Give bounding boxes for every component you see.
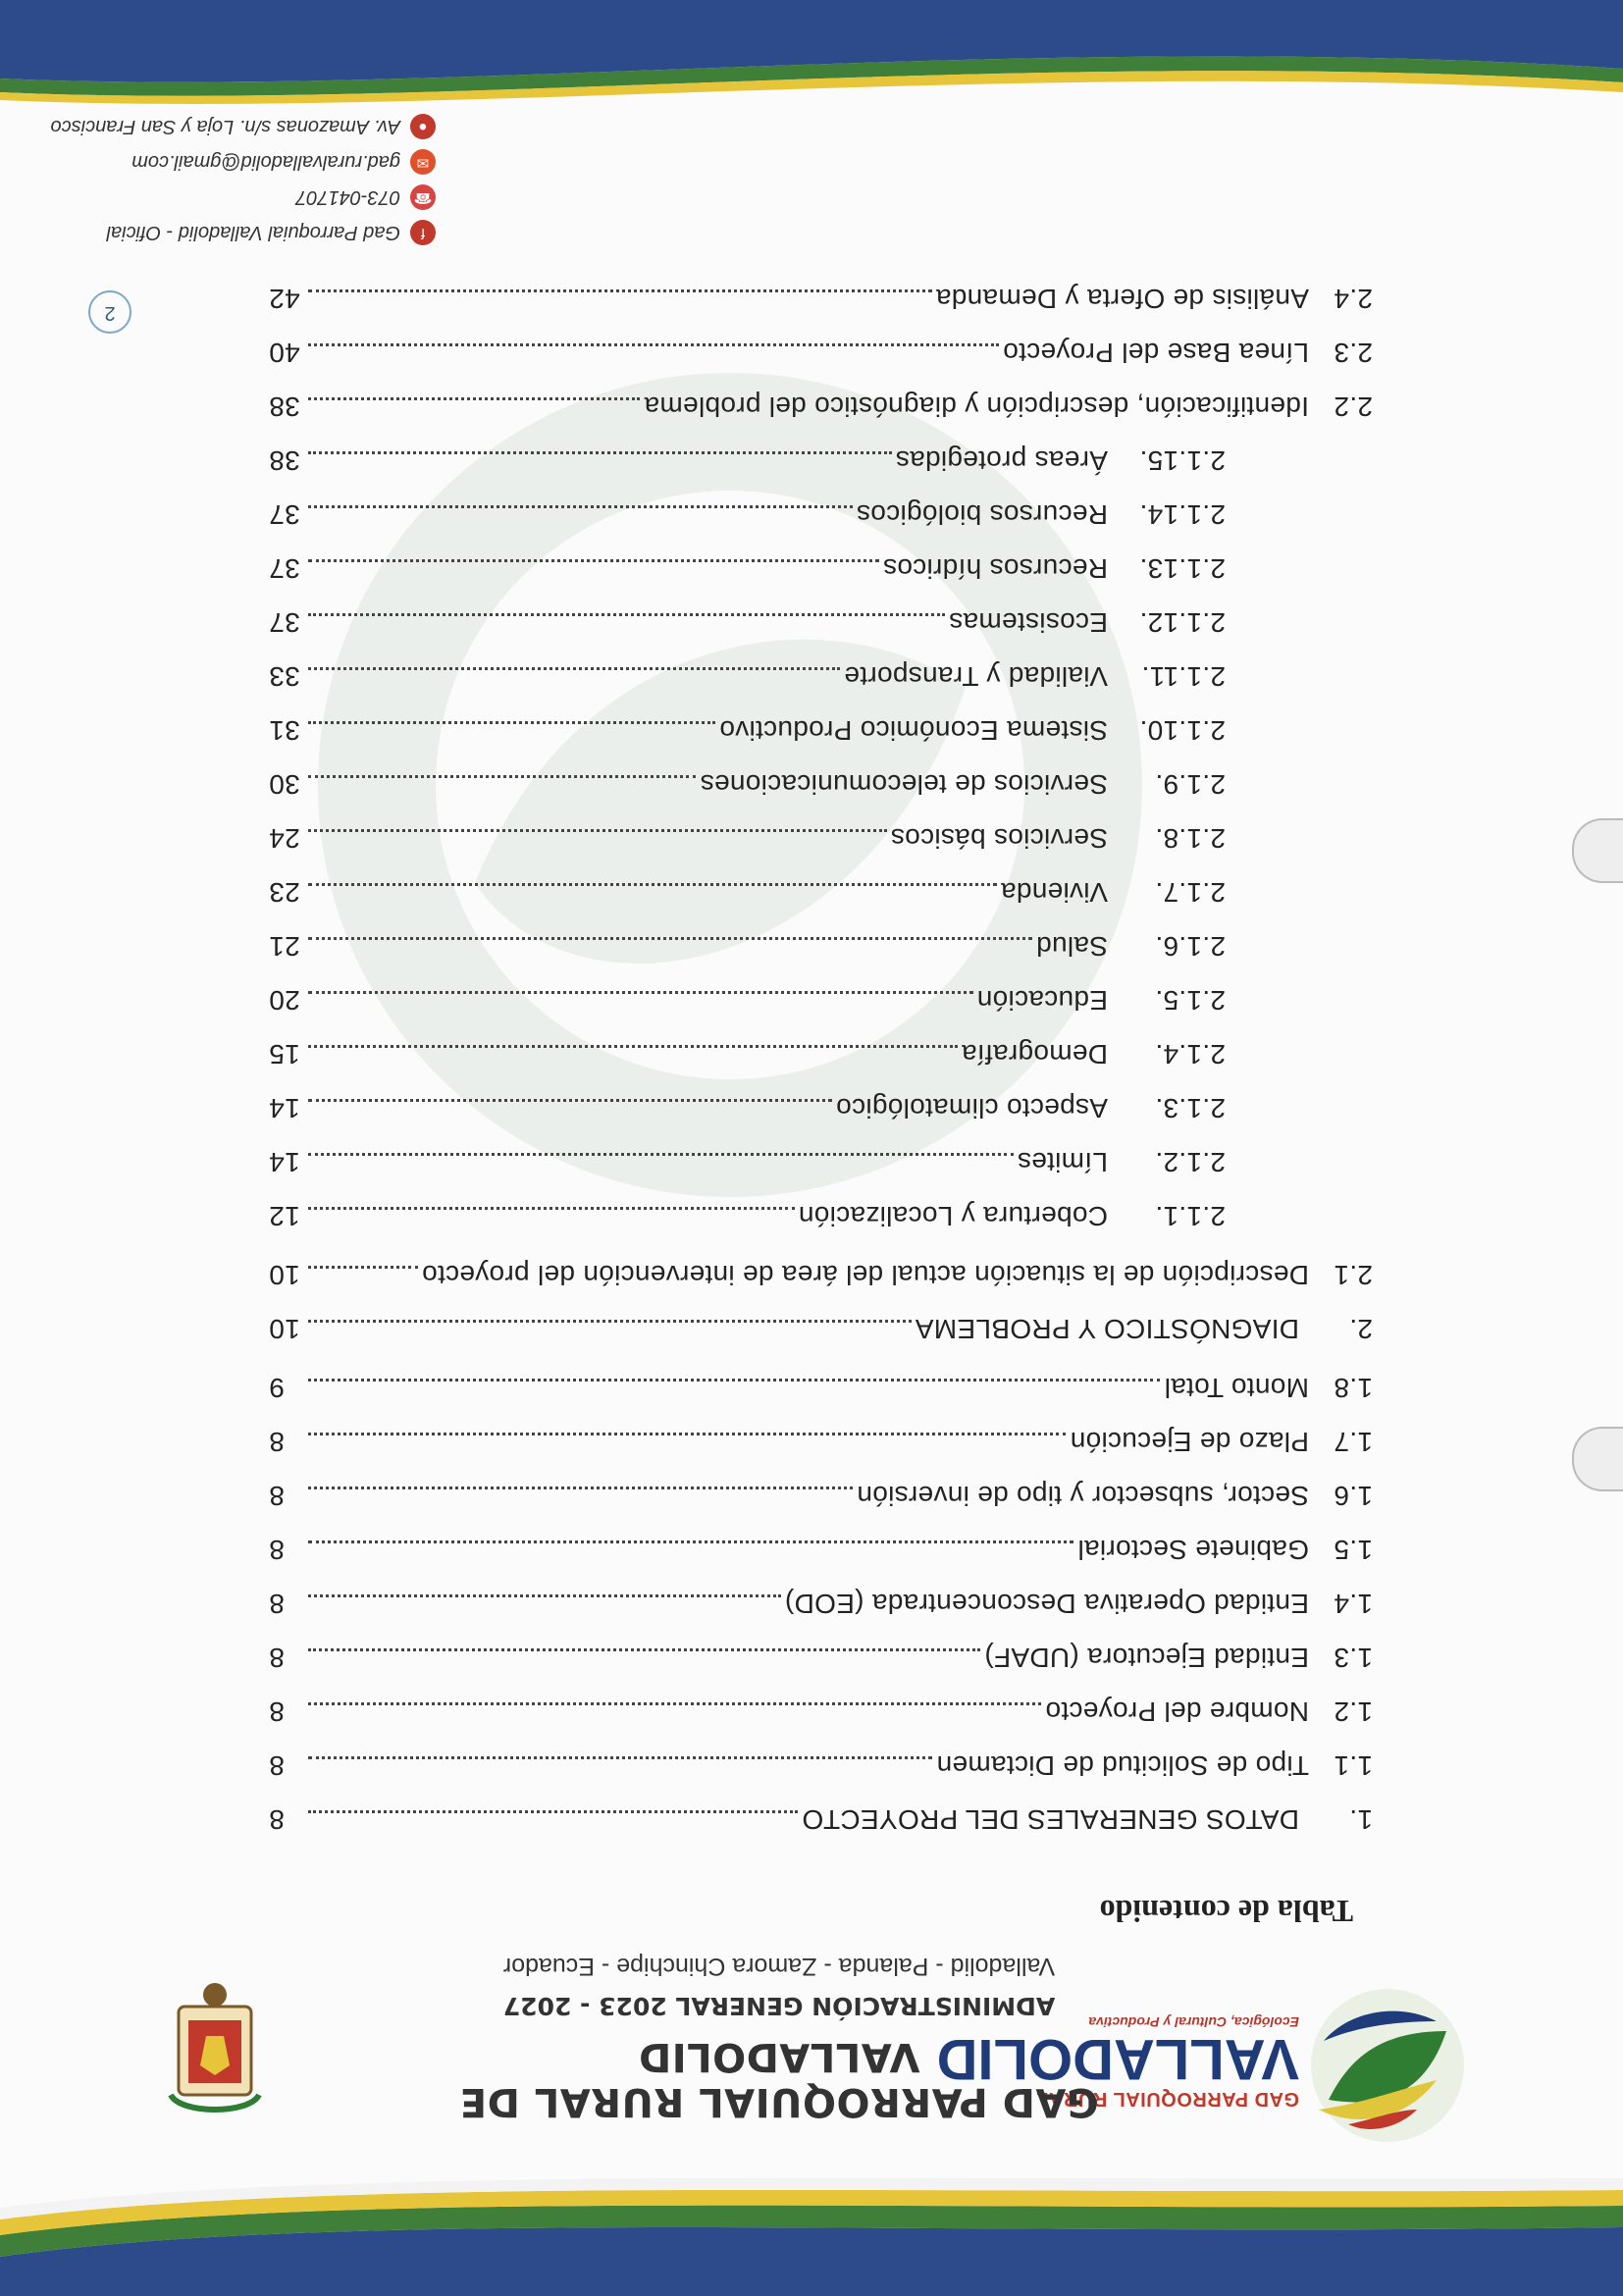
toc-entry-page: 9 bbox=[269, 1373, 285, 1403]
toc-entry[interactable] bbox=[269, 329, 1373, 368]
toc-dot-leader bbox=[308, 1207, 795, 1211]
toc-entry[interactable] bbox=[269, 706, 1226, 746]
toc-entry-number: 2.1 bbox=[1334, 1260, 1373, 1290]
toc-entry-number: 2.1.14. bbox=[1139, 499, 1226, 530]
toc-dot-leader bbox=[308, 1320, 912, 1324]
toc-entry-page: 30 bbox=[269, 769, 300, 800]
toc-entry-number: 2.1.6. bbox=[1155, 931, 1226, 962]
toc-entry-number: 1.5 bbox=[1334, 1535, 1373, 1565]
toc-entry-page: 8 bbox=[269, 1750, 285, 1781]
toc-dot-leader bbox=[308, 505, 853, 509]
toc-dot-leader bbox=[308, 829, 887, 833]
toc-entry-page: 8 bbox=[269, 1535, 285, 1565]
punch-hole bbox=[1572, 1427, 1623, 1491]
toc-entry-page: 8 bbox=[269, 1696, 285, 1727]
toc-entry[interactable] bbox=[269, 437, 1226, 476]
toc-entry-label: Monto Total bbox=[1164, 1373, 1309, 1403]
toc-entry-label: Nombre del Proyecto bbox=[1045, 1696, 1309, 1727]
contact-facebook: Gad Parroquial Valladolid - Oficial bbox=[106, 222, 400, 244]
toc-entry-label: Servicios de telecomunicaciones bbox=[700, 769, 1108, 800]
toc-dot-leader bbox=[308, 1810, 798, 1814]
toc-dot-leader bbox=[308, 775, 696, 779]
contact-row-phone bbox=[51, 180, 436, 215]
toc-entry-label: Sector, subsector y tipo de inversión bbox=[857, 1481, 1309, 1511]
toc-dot-leader bbox=[308, 289, 932, 293]
toc-entry-number: 1.3 bbox=[1334, 1643, 1373, 1673]
contact-block bbox=[51, 109, 436, 250]
brand-name: VALLADOLID bbox=[936, 2027, 1299, 2091]
toc-entry-page: 8 bbox=[269, 1481, 285, 1511]
toc-entry-number: 2.1.11. bbox=[1141, 661, 1226, 692]
contact-row-facebook bbox=[51, 215, 436, 250]
punch-hole bbox=[1572, 818, 1623, 883]
toc-dot-leader bbox=[308, 721, 715, 725]
toc-entry[interactable] bbox=[269, 275, 1373, 314]
toc-dot-leader bbox=[308, 1648, 980, 1652]
toc-entry-label: Vivienda bbox=[1000, 877, 1108, 908]
toc-entry[interactable] bbox=[269, 1688, 1373, 1727]
toc-entry-number: 2.1.2. bbox=[1155, 1147, 1226, 1177]
toc-entry-label: DIAGNÓSTICO Y PROBLEMA bbox=[915, 1314, 1299, 1344]
toc-entry-label: DATOS GENERALES DEL PROYECTO bbox=[802, 1804, 1299, 1835]
toc-entry[interactable] bbox=[269, 922, 1226, 962]
toc-entry[interactable] bbox=[269, 1472, 1373, 1511]
toc-entry-page: 14 bbox=[269, 1093, 300, 1123]
facebook-icon: f bbox=[410, 220, 436, 245]
toc-entry[interactable] bbox=[269, 491, 1226, 530]
phone-icon: ☎ bbox=[410, 184, 436, 210]
toc-entry-number: 2.3 bbox=[1334, 338, 1373, 368]
valladolid-logo bbox=[1299, 1982, 1476, 2149]
toc-entry-number: 2.1.12. bbox=[1139, 607, 1226, 638]
location-icon: ● bbox=[410, 114, 436, 139]
brand-tagline: Ecológica, Cultural y Productiva bbox=[1088, 2014, 1299, 2030]
header-title: GAD PARROQUIAL RURAL DE VALLADOLID bbox=[459, 2034, 1099, 2124]
toc-entry-number: 2.1.15. bbox=[1139, 445, 1226, 476]
toc-entry-number: 2. bbox=[1349, 1314, 1373, 1344]
toc-dot-leader bbox=[308, 613, 945, 617]
toc-entry[interactable] bbox=[269, 1364, 1373, 1403]
toc-entry-number: 2.1.4. bbox=[1155, 1039, 1226, 1070]
toc-entry-label: Plazo de Ejecución bbox=[1070, 1427, 1309, 1457]
toc-entry-label: Identificación, descripción y diagnóstico del problema bbox=[644, 391, 1309, 422]
toc-entry[interactable] bbox=[269, 814, 1226, 854]
toc-entry[interactable] bbox=[269, 1580, 1373, 1619]
toc-entry-label: Gabinete Sectorial bbox=[1077, 1535, 1309, 1565]
toc-entry-page: 8 bbox=[269, 1804, 285, 1835]
toc-entry-label: Salud bbox=[1035, 931, 1108, 962]
toc-dot-leader bbox=[308, 559, 879, 563]
contact-email: gad.ruralvalladolid@gmail.com bbox=[131, 151, 400, 174]
toc-entry-page: 8 bbox=[269, 1643, 285, 1673]
toc-dot-leader bbox=[308, 1540, 1073, 1544]
toc-dot-leader bbox=[308, 1153, 1014, 1157]
toc-entry-page: 37 bbox=[269, 607, 300, 638]
toc-entry-label: Servicios básicos bbox=[890, 823, 1108, 854]
toc-entry-page: 10 bbox=[269, 1314, 300, 1344]
toc-entry-page: 24 bbox=[269, 823, 300, 854]
toc-entry-label: Ecosistemas bbox=[948, 607, 1108, 638]
toc-entry-number: 1.1 bbox=[1334, 1750, 1373, 1781]
toc-entry-page: 14 bbox=[269, 1147, 300, 1177]
header-banner bbox=[0, 2159, 1623, 2296]
toc-entry-label: Entidad Ejecutora (UDAF) bbox=[984, 1643, 1309, 1673]
toc-entry-page: 8 bbox=[269, 1427, 285, 1457]
toc-entry-page: 10 bbox=[269, 1260, 300, 1290]
toc-entry[interactable] bbox=[269, 1634, 1373, 1673]
toc-entry-label: Recursos biológicos bbox=[856, 499, 1108, 530]
toc-entry-label: Áreas protegidas bbox=[895, 445, 1108, 476]
toc-entry-page: 33 bbox=[269, 661, 300, 692]
toc-entry[interactable] bbox=[269, 545, 1226, 584]
toc-entry[interactable] bbox=[269, 1138, 1226, 1177]
toc-entry-label: Tipo de Solicitud de Dictamen bbox=[936, 1750, 1309, 1781]
toc-entry-number: 1.7 bbox=[1334, 1427, 1373, 1457]
toc-entry[interactable] bbox=[269, 1030, 1226, 1070]
toc-entry-number: 2.1.13. bbox=[1139, 553, 1226, 584]
toc-entry-number: 2.4 bbox=[1334, 284, 1373, 314]
toc-entry-label: Demografía bbox=[961, 1039, 1108, 1070]
toc-entry-number: 2.1.9. bbox=[1155, 769, 1226, 800]
toc-entry-number: 2.1.10. bbox=[1139, 715, 1226, 746]
toc-entry-number: 2.1.3. bbox=[1155, 1093, 1226, 1123]
toc-entry-page: 38 bbox=[269, 445, 300, 476]
toc-entry-page: 12 bbox=[269, 1201, 300, 1231]
toc-entry-number: 1. bbox=[1349, 1804, 1373, 1835]
toc-entry[interactable] bbox=[269, 760, 1226, 800]
toc-dot-leader bbox=[308, 1379, 1160, 1383]
toc-entry-label: Análisis de Oferta y Demanda bbox=[935, 284, 1309, 314]
email-icon: ✉ bbox=[410, 149, 436, 175]
footer-banner bbox=[0, 0, 1623, 108]
toc-entry-page: 31 bbox=[269, 715, 300, 746]
toc-entry-number: 2.1.5. bbox=[1155, 985, 1226, 1016]
toc-entry-page: 15 bbox=[269, 1039, 300, 1070]
toc-entry-number: 1.6 bbox=[1334, 1481, 1373, 1511]
toc-entry[interactable] bbox=[269, 383, 1373, 422]
toc-entry-label: Límites bbox=[1017, 1147, 1108, 1177]
toc-entry-page: 42 bbox=[269, 284, 300, 314]
toc-entry[interactable] bbox=[269, 1742, 1373, 1781]
toc-dot-leader bbox=[308, 1433, 1066, 1436]
contact-phone: 073-041707 bbox=[295, 186, 400, 209]
toc-entry[interactable] bbox=[269, 1526, 1373, 1565]
toc-dot-leader bbox=[308, 1266, 418, 1270]
toc-dot-leader bbox=[308, 991, 973, 995]
toc-entry[interactable] bbox=[269, 1418, 1373, 1457]
toc-entry-label: Línea Base del Proyecto bbox=[1003, 338, 1309, 368]
toc-entry-number: 2.1.7. bbox=[1155, 877, 1226, 908]
header-subtitle: ADMINISTRACIÓN GENERAL 2023 - 2027 bbox=[502, 1992, 1056, 2020]
toc-entry-page: 37 bbox=[269, 499, 300, 530]
toc-heading: Tabla de contenido bbox=[1099, 1894, 1353, 1929]
toc-entry-page: 37 bbox=[269, 553, 300, 584]
toc-dot-leader bbox=[308, 667, 840, 671]
toc-entry-page: 21 bbox=[269, 931, 300, 962]
contact-row-address bbox=[51, 109, 436, 144]
toc-dot-leader bbox=[308, 883, 997, 887]
toc-entry-number: 2.1.8. bbox=[1155, 823, 1226, 854]
parish-crest-icon bbox=[161, 1977, 269, 2114]
toc-dot-leader bbox=[308, 343, 999, 347]
toc-entry-number: 1.8 bbox=[1334, 1373, 1373, 1403]
document-header bbox=[357, 1952, 1201, 2124]
toc-entry-page: 38 bbox=[269, 391, 300, 422]
toc-entry[interactable] bbox=[269, 599, 1226, 638]
toc-entry[interactable] bbox=[269, 652, 1226, 692]
toc-entry-page: 40 bbox=[269, 338, 300, 368]
toc-entry-page: 8 bbox=[269, 1589, 285, 1619]
toc-entry[interactable] bbox=[269, 976, 1226, 1016]
toc-entry[interactable] bbox=[269, 1192, 1226, 1231]
page-number: 2 bbox=[88, 290, 131, 334]
toc-entry-label: Sistema Económico Productivo bbox=[719, 715, 1108, 746]
toc-entry-label: Aspecto climatológico bbox=[835, 1093, 1108, 1123]
toc-entry[interactable] bbox=[269, 868, 1226, 908]
toc-entry[interactable] bbox=[269, 1084, 1226, 1123]
toc-entry-label: Entidad Operativa Desconcentrada (EOD) bbox=[784, 1589, 1309, 1619]
contact-row-email bbox=[51, 144, 436, 180]
contact-address: Av. Amazonas s/n. Loja y San Francisco bbox=[50, 116, 400, 138]
toc-entry-label: Educación bbox=[976, 985, 1108, 1016]
header-location: Valladolid - Palanda - Zamora Chinchipe - Ecuador bbox=[502, 1953, 1056, 1980]
toc-entry-label: Vialidad y Transporte bbox=[844, 661, 1108, 692]
toc-dot-leader bbox=[308, 1045, 958, 1049]
toc-entry-page: 23 bbox=[269, 877, 300, 908]
brand-top: GAD PARROQUIAL RURAL bbox=[1035, 2088, 1299, 2110]
toc-entry-number: 2.1.1. bbox=[1155, 1201, 1226, 1231]
toc-entry-number: 1.2 bbox=[1334, 1696, 1373, 1727]
toc-dot-leader bbox=[308, 1702, 1041, 1706]
toc-entry-number: 1.4 bbox=[1334, 1589, 1373, 1619]
toc-entry[interactable] bbox=[269, 1251, 1373, 1290]
toc-entry-number: 2.2 bbox=[1334, 391, 1373, 422]
toc-entry[interactable] bbox=[269, 1305, 1373, 1344]
toc-entry-label: Descripción de la situación actual del área de intervención del proyecto bbox=[421, 1260, 1309, 1290]
toc-entry-label: Recursos hídricos bbox=[882, 553, 1108, 584]
toc-dot-leader bbox=[308, 1756, 932, 1760]
toc-entry-page: 20 bbox=[269, 985, 300, 1016]
toc-dot-leader bbox=[308, 397, 640, 401]
toc-dot-leader bbox=[308, 1099, 832, 1103]
toc-dot-leader bbox=[308, 451, 892, 455]
toc-entry-label: Cobertura y Localización bbox=[798, 1201, 1108, 1231]
toc-dot-leader bbox=[308, 937, 1032, 941]
toc-entry[interactable] bbox=[269, 1796, 1373, 1835]
toc-dot-leader bbox=[308, 1487, 853, 1490]
toc-dot-leader bbox=[308, 1594, 781, 1598]
